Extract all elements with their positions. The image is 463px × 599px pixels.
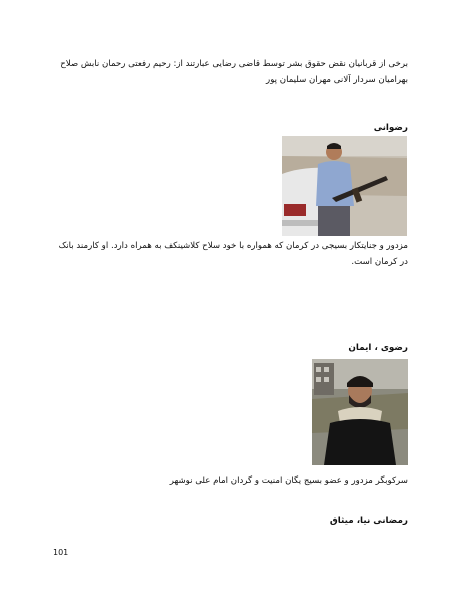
entry-1-desc-line-2: در کرمان است. <box>351 257 408 267</box>
intro-line-1: برخی از قربانیان نقض حقوق بشر توسط قاضی رضایی عبارتند از: رحیم رفعتی رحمان نابش صلاح <box>60 59 408 69</box>
entry-2-name: رضوی ، ایمان <box>348 343 408 353</box>
entry-1-name: رضوانی <box>373 123 408 133</box>
entry-2-description <box>48 473 408 489</box>
entry-3-name: رمضانی نیا، میثاق <box>329 516 408 526</box>
entry-1-desc-line-1: مزدور و جنایتکار بسیجی در کرمان که همواره با خود سلاح کلاشینکف به همراه دارد. او کارمند بانک <box>58 241 408 251</box>
entry-2-desc-line-1: سرکوبگر مزدور و عضو بسیج یگان امنیت و گردان امام علی نوشهر <box>169 476 408 486</box>
entry-1-photo <box>282 136 407 236</box>
page-number: 101 <box>53 548 69 557</box>
entry-1-description <box>48 238 408 270</box>
intro-line-2: بهرامیان سردار آلانی مهران سلیمان پور <box>266 75 408 85</box>
entry-2-photo <box>312 359 408 465</box>
intro-paragraph <box>48 56 408 88</box>
